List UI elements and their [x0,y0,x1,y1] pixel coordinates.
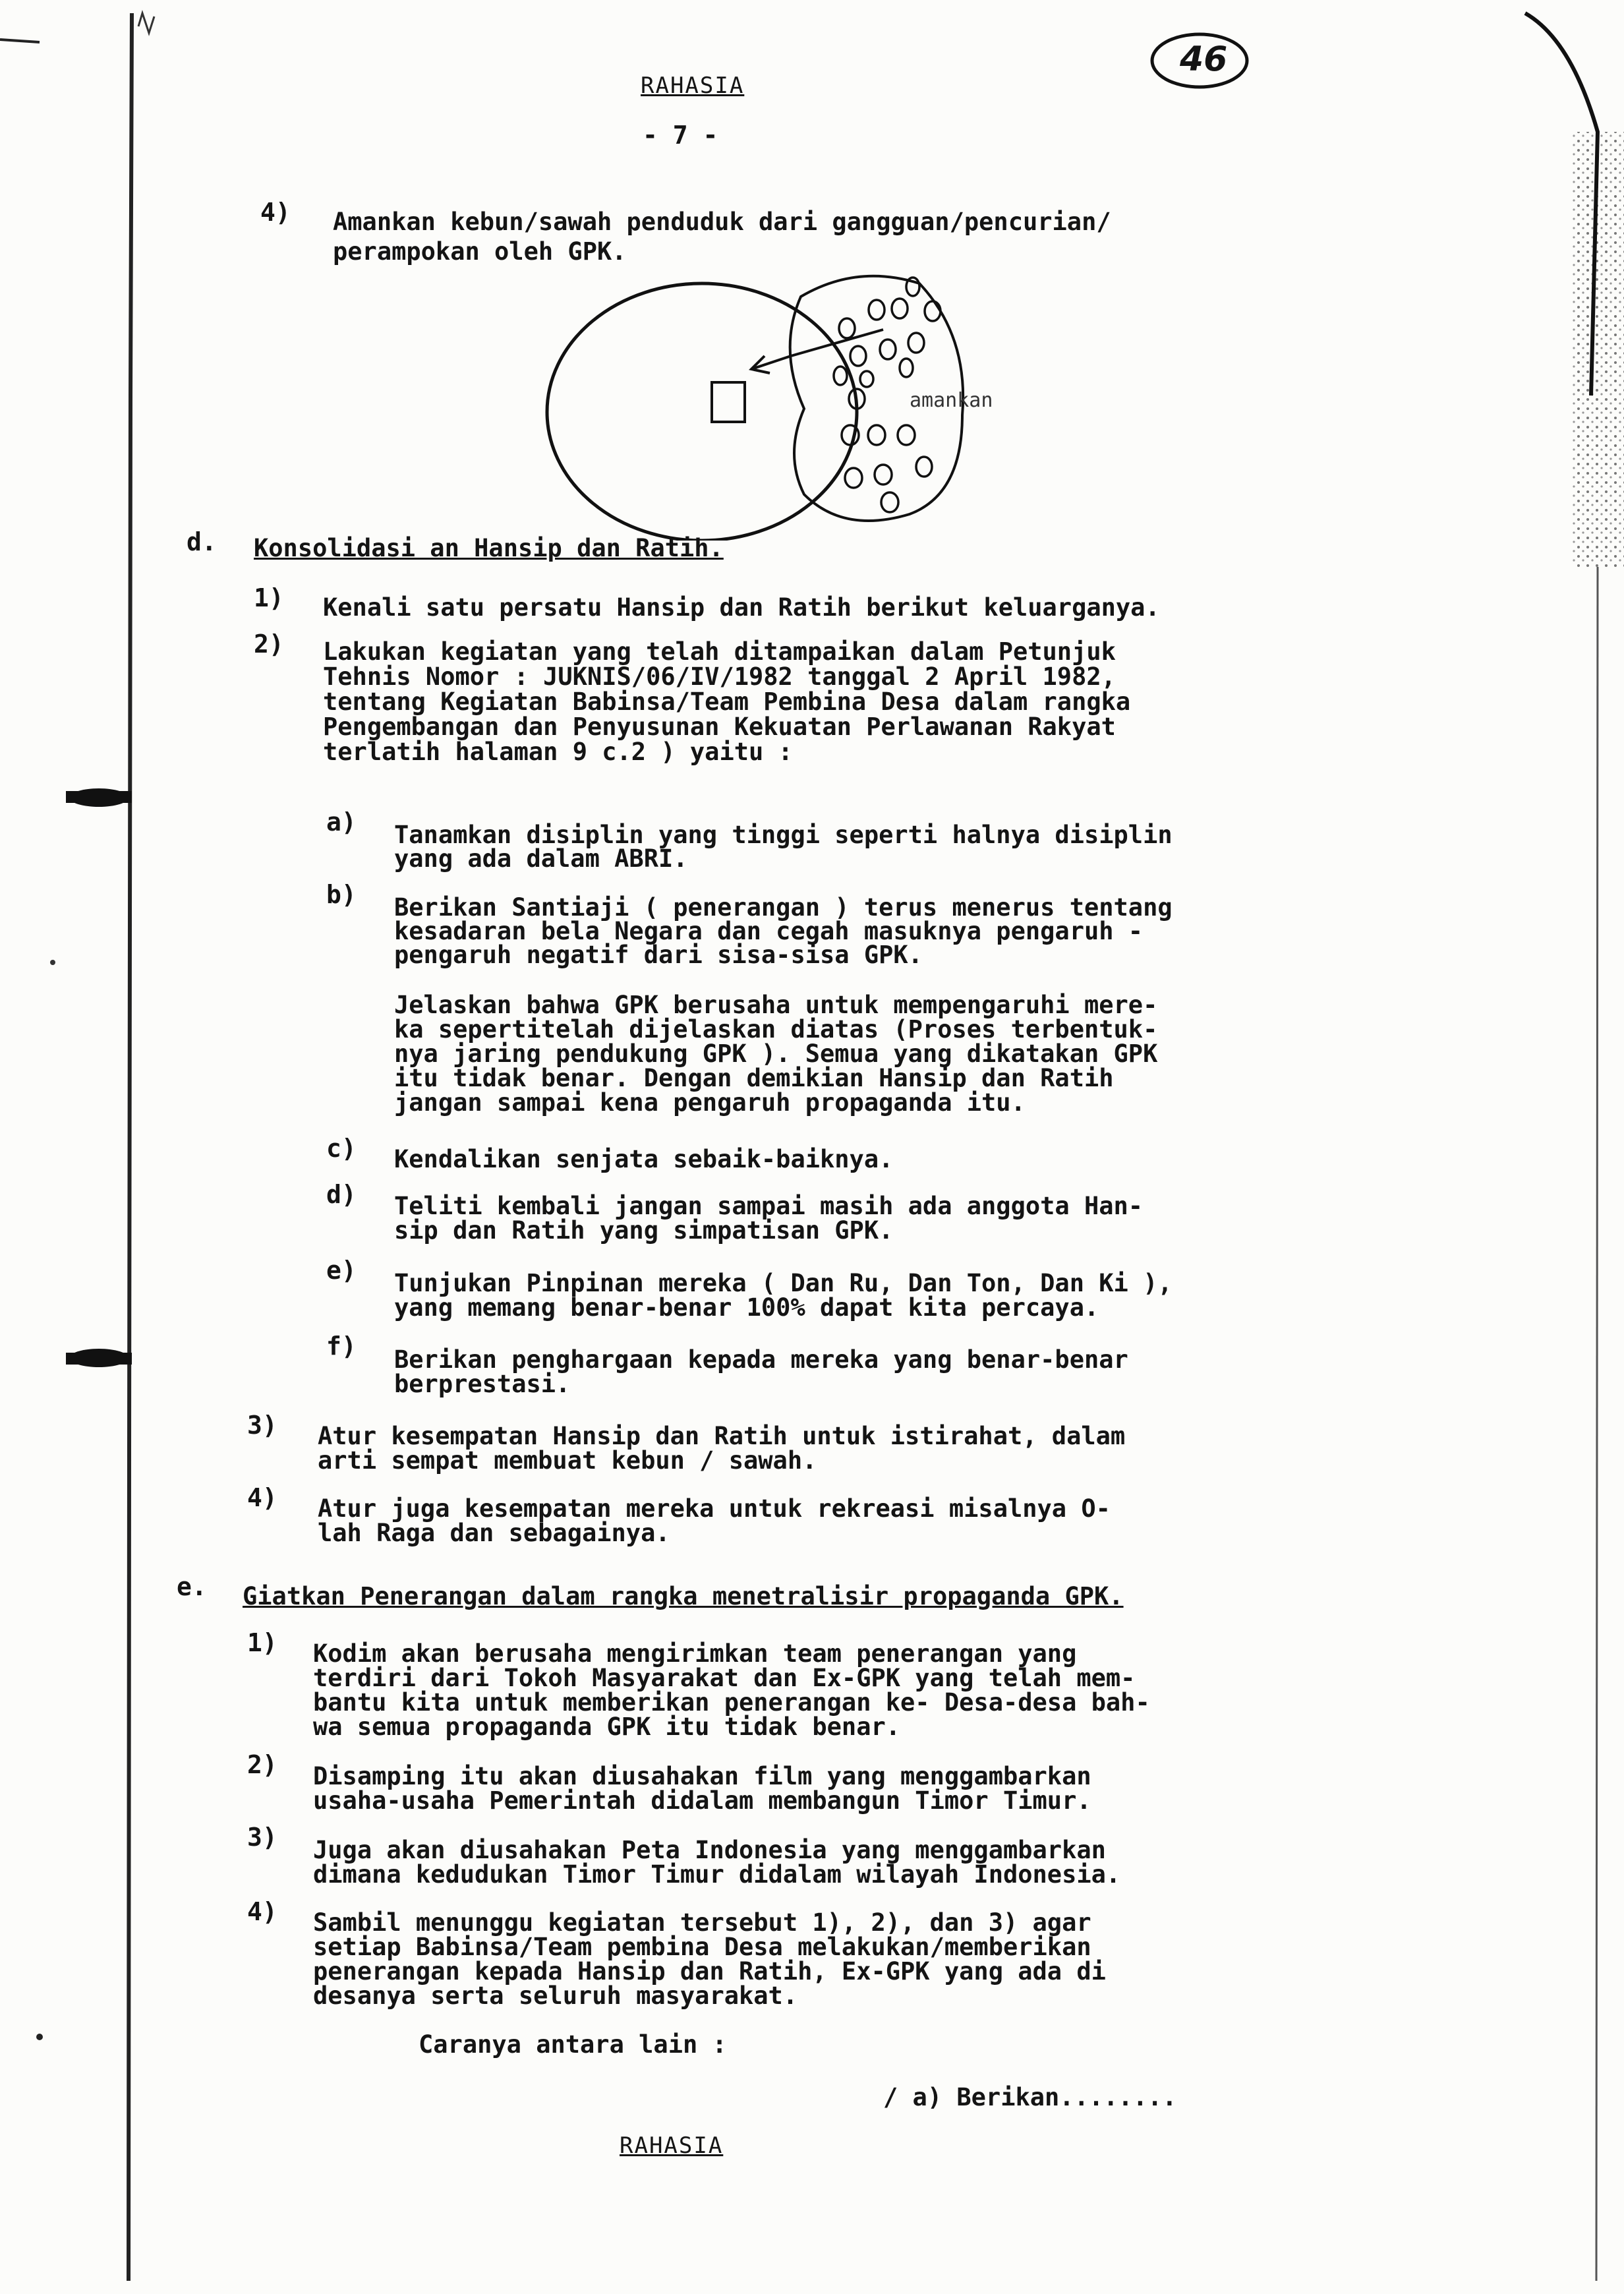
subitem-text-line: Kendalikan senjata sebaik-baiknya. [394,1145,894,1173]
closing-line: Caranya antara lain : [419,2030,727,2059]
subitem-letter: c) [326,1134,357,1163]
item-number: 2) [247,1750,277,1779]
item-text-line: dimana kedudukan Timor Timur didalam wilayah Indonesia. [313,1860,1121,1889]
item-number: 3) [247,1823,277,1852]
item-number: 4) [260,198,291,227]
subitem-text-line: Teliti kembali jangan sampai masih ada anggota Han- [394,1192,1144,1220]
subitem-text-line: yang memang benar-benar 100% dapat kita percaya. [394,1293,1099,1322]
subitem-text-line: Jelaskan bahwa GPK berusaha untuk mempengaruhi mere- [394,991,1158,1019]
item-text-line: Disamping itu akan diusahakan film yang menggambarkan [313,1762,1091,1790]
handwritten-page-number: 46 [1180,40,1228,79]
subitem-letter: e) [326,1256,357,1285]
item-text-line: setiap Babinsa/Team pembina Desa melakukan/memberikan [313,1933,1091,1961]
subitem-text-line: ka sepertitelah dijelaskan diatas (Proses terbentuk- [394,1015,1158,1044]
item-text-line: Kodim akan berusaha mengirimkan team penerangan yang [313,1639,1077,1668]
item-text-line: desanya serta seluruh masyarakat. [313,1982,798,2010]
item-number: 4) [247,1897,277,1926]
house-square [712,382,745,422]
item-text-line: Kenali satu persatu Hansip dan Ratih berikut keluarganya. [323,593,1160,622]
subitem-text-line: jangan sampai kena pengaruh propaganda itu. [394,1088,1026,1117]
subitem-text-line: Tunjukan Pinpinan mereka ( Dan Ru, Dan Ton, Dan Ki ), [394,1269,1173,1297]
item-text-line: Atur juga kesempatan mereka untuk rekreasi misalnya O- [318,1494,1111,1523]
continuation-catchword: / a) Berikan........ [883,2083,1177,2111]
subitem-text-line: berprestasi. [394,1370,571,1398]
item-text-line: arti sempat membuat kebun / sawah. [318,1446,817,1475]
item-number: 4) [247,1483,277,1512]
section-letter: e. [177,1572,207,1601]
section-title: Konsolidasi an Hansip dan Ratih. [254,534,724,562]
item-number: 1) [247,1628,277,1657]
item-text-line: Atur kesempatan Hansip dan Ratih untuk istirahat, dalam [318,1422,1126,1450]
subitem-text-line: Berikan penghargaan kepada mereka yang benar-benar [394,1345,1128,1374]
item-text-line: Tehnis Nomor : JUKNIS/06/IV/1982 tanggal 2 April 1982, [323,662,1116,691]
item-number: 1) [254,583,284,612]
subitem-text-line: Berikan Santiaji ( penerangan ) terus menerus tentang [394,893,1173,922]
item-text-line: Sambil menunggu kegiatan tersebut 1), 2), dan 3) agar [313,1908,1091,1937]
section-title: Giatkan Penerangan dalam rangka menetralisir propaganda GPK. [243,1582,1124,1610]
scan-edge-shadow [1512,0,1624,2294]
item-text-line: usaha-usaha Pemerintah didalam membangun Timor Timur. [313,1786,1091,1815]
item-text-line: Amankan kebun/sawah penduduk dari gangguan/pencurian/ [333,208,1111,236]
subitem-text-line: sip dan Ratih yang simpatisan GPK. [394,1216,894,1245]
item-text-line: perampokan oleh GPK. [333,237,627,266]
page-number: - 7 - [643,121,718,150]
item-number: 2) [254,630,284,659]
item-text-line: Lakukan kegiatan yang telah ditampaikan dalam Petunjuk [323,637,1116,666]
item-text-line: wa semua propaganda GPK itu tidak benar. [313,1713,901,1741]
subitem-text-line: Tanamkan disiplin yang tinggi seperti halnya disiplin [394,821,1173,849]
subitem-letter: d) [326,1180,357,1209]
item-text-line: terdiri dari Tokoh Masyarakat dan Ex-GPK yang telah mem- [313,1664,1136,1692]
subitem-text-line: nya jaring pendukung GPK ). Semua yang dikatakan GPK [394,1040,1158,1068]
classification-footer: RAHASIA [620,2132,724,2159]
item-number: 3) [247,1411,277,1440]
item-text-line: Juga akan diusahakan Peta Indonesia yang menggambarkan [313,1836,1106,1864]
item-text-line: bantu kita untuk memberikan penerangan ke- Desa-desa bah- [313,1688,1150,1717]
classification-header: RAHASIA [641,73,745,99]
item-text-line: tentang Kegiatan Babinsa/Team Pembina Desa dalam rangka [323,688,1131,716]
subitem-text-line: itu tidak benar. Dengan demikian Hansip dan Ratih [394,1064,1114,1092]
subitem-text-line: pengaruh negatif dari sisa-sisa GPK. [394,941,923,969]
binding-edge [0,0,171,2294]
item-text-line: Pengembangan dan Penyusunan Kekuatan Perlawanan Rakyat [323,713,1116,741]
village-circle [547,283,857,541]
section-letter: d. [187,527,217,556]
item-text-line: lah Raga dan sebagainya. [318,1519,670,1547]
subitem-letter: a) [326,808,357,837]
subitem-text-line: kesadaran bela Negara dan cegah masuknya pengaruh - [394,917,1144,945]
sketch-label: amankan [910,389,993,412]
item-text-line: penerangan kepada Hansip dan Ratih, Ex-GPK yang ada di [313,1957,1106,1985]
subitem-letter: b) [326,880,357,909]
item-text-line: terlatih halaman 9 c.2 ) yaitu : [323,738,793,766]
subitem-text-line: yang ada dalam ABRI. [394,844,688,873]
subitem-letter: f) [326,1332,357,1361]
